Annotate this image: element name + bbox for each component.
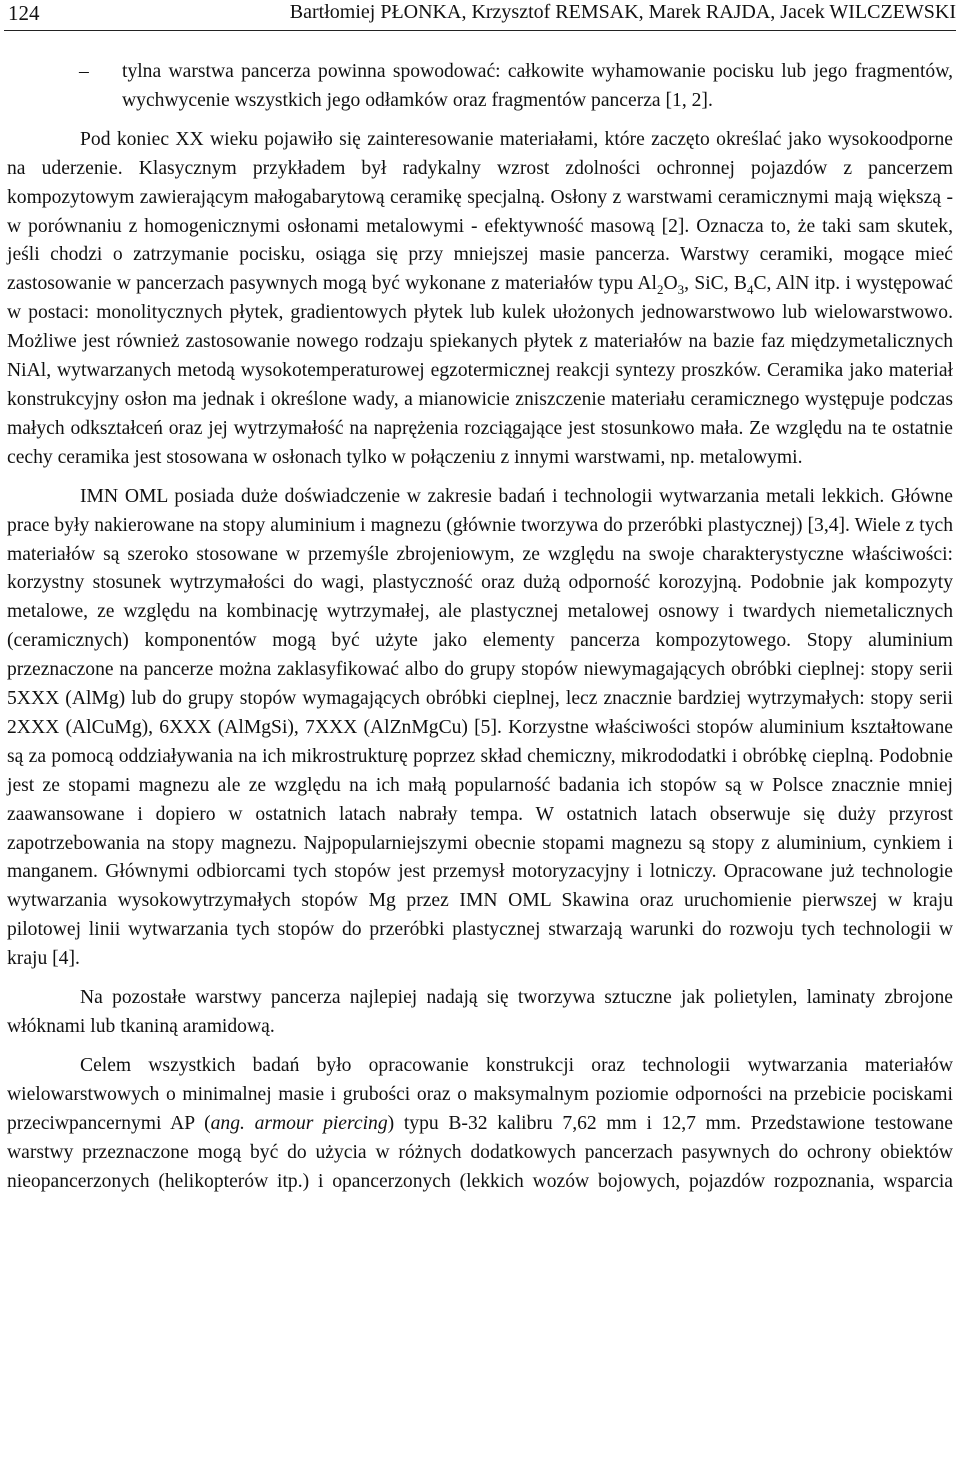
running-header: [4, 0, 956, 31]
paragraph-ceramics-part-a: Pod koniec XX wieku pojawiło się zainteresowanie materiałami, które zaczęto określać jako wysokoodporne na uderzenie. Klasycznym przykładem był radykalny wzrost zdolności ochronnej pojazdów z pancerzem kompozytowym zawierającym małogabarytową ceramikę specjalną. Osłony z warstwami ceramicznymi mają większą - w porównaniu z homogenicznymi osłonami metalowymi - efektywność masową [2]. Oznacza to, że taki sam skutek, jeśli chodzi o zatrzymanie pocisku, osiąga się przy mniejszej masie pancerza. Warstwy ceramiki, mogące mieć zastosowanie w pancerzach pasywnych mogą być wykonane z materiałów typu Al: [7, 128, 953, 295]
paragraph-ceramics-part-b: O: [663, 273, 678, 295]
paragraph-ceramics: [7, 126, 953, 473]
page-number: 124: [8, 1, 40, 25]
subscript-al: 2: [657, 282, 664, 298]
subscript-b: 4: [746, 282, 754, 298]
paragraph-goal-italic: ang. armour piercing: [210, 1112, 388, 1134]
body-text: [7, 58, 953, 1196]
paragraph-research-goal: [7, 1052, 953, 1197]
paragraph-goal-part-a: Celem wszystkich badań było opracowanie konstrukcji oraz technologii wytwarzania materiałów wielowarstwowych o minimalnej masie i grubości oraz o maksymalnym poziomie odporności na przebicie pociskami przeciwpancernymi AP (: [7, 1054, 953, 1134]
running-authors: Bartłomiej PŁONKA, Krzysztof REMSAK, Marek RAJDA, Jacek WILCZEWSKI: [289, 1, 956, 23]
list-dash: –: [79, 61, 89, 82]
paragraph-goal-part-b: ) typu B-32 kalibru 7,62 mm i 12,7 mm. Przedstawione testowane warstwy przeznaczone mogą być do użycia w różnych dodatkowych pancerzach pasywnych do ochrony obiektów nieopancerzonych (helikopterów itp.) i opancerzonych (lekkich wozów bojowych, pojazdów rozpoznania, wsparcia: [7, 1112, 953, 1192]
paragraph-other-layers: Na pozostałe warstwy pancerza najlepiej nadają się tworzywa sztuczne jak polietylen, laminaty zbrojone włóknami lub tkaniną aramidową.: [7, 987, 953, 1037]
list-item-text: tylna warstwa pancerza powinna spowodować: całkowite wyhamowanie pocisku lub jego fragmentów, wychwycenie wszystkich jego odłamków oraz fragmentów pancerza [1, 2].: [122, 61, 953, 111]
paragraph-light-metals: IMN OML posiada duże doświadczenie w zakresie badań i technologii wytwarzania metali lekkich. Główne prace były nakierowane na stopy aluminium i magnezu (głównie tworzywa do przeróbki plastycznej) [3,4]. Wiele z tych materiałów są szeroko stosowane w przemyśle zbrojeniowym, ze względu na swoje charakterystyczne właściwości: korzystny stosunek wytrzymałości do wagi, plastyczność oraz dużą odporność korozyjną. Podobnie jak kompozyty metalowe, ze względu na kombinację wytrzymałej, ale plastycznej metalowej osnowy i twardych niemetalicznych (ceramicznych) komponentów mogą być użyte jako elementy pancerza kompozytowego. Stopy aluminium przeznaczone na pancerze można zaklasyfikować albo do grupy stopów niewymagających obróbki cieplnej: stopy serii 5XXX (AlMg) lub do grupy stopów wymagających obróbki cieplnej, lecz znacznie bardziej wytrzymałych: stopy serii 2XXX (AlCuMg), 6XXX (AlMgSi), 7XXX (AlZnMgCu) [5]. Korzystne właściwości stopów aluminium kształtowane są za pomocą oddziaływania na ich mikrostrukturę poprzez skład chemiczny, mikrododatki i obróbkę cieplną. Podobnie jest ze stopami magnezu ale ze względu na ich małą popularność badania ich stopów są w Polsce znacznie mniej zaawansowane i dopiero w ostatnich latach nabrały tempa. W ostatnich latach obserwuje się duży przyrost zapotrzebowania na stopy magnezu. Najpopularniejszymi obecnie stopami magnezu są stopy z aluminium, cynkiem i manganem. Głównymi odbiorcami tych stopów jest przemysł motoryzacyjny i lotniczy. Opracowane już technologie wytwarzania wysokowytrzymałych stopów Mg przez IMN OML Skawina oraz uruchomienie pierwszej w kraju pilotowej linii wytwarzania tych stopów do przeróbki plastycznej stwarzają warunki do rozwoju tych technologii w kraju [4].: [7, 485, 953, 970]
paragraph-ceramics-part-d: C, AlN itp. i występować w postaci: monolitycznych płytek, gradientowych płytek lub kulek ułożonych jednowarstwowo lub wielowarstwowo. Możliwe jest również zastosowanie nowego rodzaju spiekanych płytek z materiałów na bazie faz międzymetalicznych NiAl, wytwarzanych metodą wysokotemperaturowej egzotermicznej reakcji syntezy proszków. Ceramika jako materiał konstrukcyjny osłon ma jednak i określone wady, a mianowicie zniszczenie materiału ceramicznego występuje podczas małych odkształceń oraz jej wytrzymałość na naprężenia rozciągające jest stosunkowo mała. Ze względu na te ostatnie cechy ceramika jest stosowana w osłonach tylko w połączeniu z innymi warstwami, np. metalowymi.: [7, 273, 953, 468]
paragraph-ceramics-part-c: , SiC, B: [684, 273, 747, 295]
subscript-o: 3: [677, 282, 685, 298]
list-item: [7, 58, 953, 116]
